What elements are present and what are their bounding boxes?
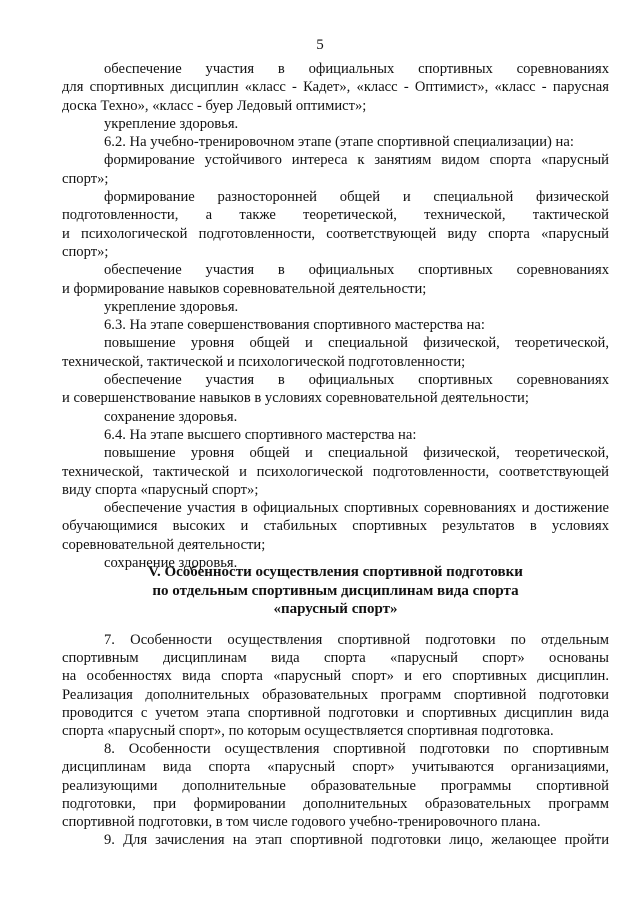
- text-line: спорта «парусный спорт», по которым осуществляется спортивная подготовка.: [62, 723, 554, 740]
- page-number: 5: [316, 37, 324, 53]
- text-line: подготовленности, а также теоретической, технической, тактической: [62, 207, 609, 224]
- text-line: формирование разносторонней общей и специальной физической: [104, 189, 609, 206]
- text-line: 9. Для зачисления на этап спортивной подготовки лицо, желающее пройти: [104, 832, 609, 849]
- document-body-bottom: [62, 631, 609, 849]
- text-line: подготовки, при формировании дополнительных образовательных программ: [62, 795, 609, 812]
- text-line: и психологической подготовленности, соответствующей виду спорта «парусный: [62, 225, 609, 242]
- text-line: технической, тактической и психологической подготовленности;: [62, 353, 466, 370]
- text-line: формирование устойчивого интереса к занятиям видом спорта «парусный: [104, 152, 609, 169]
- text-line: спорт»;: [62, 170, 109, 187]
- heading-line: «парусный спорт»: [273, 601, 398, 617]
- text-line: спортивным дисциплинам вида спорта «парусный спорт» основаны: [62, 650, 609, 667]
- text-line: обучающимися высоких и стабильных спортивных результатов в условиях: [62, 518, 609, 535]
- text-line: Реализация дополнительных образовательных программ спортивной подготовки: [62, 686, 609, 703]
- text-line: сохранение здоровья.: [104, 555, 238, 572]
- text-line: 6.4. На этапе высшего спортивного мастерства на:: [104, 426, 417, 443]
- text-line: доска Техно», «класс - буер Ледовый оптимист»;: [62, 97, 367, 114]
- text-line: обеспечение участия в официальных спортивных соревнованиях: [104, 372, 609, 389]
- text-line: обеспечение участия в официальных спортивных соревнованиях: [104, 61, 609, 77]
- text-line: спорт»;: [62, 243, 109, 260]
- text-line: реализующими дополнительные образовательные программы спортивной: [62, 777, 609, 794]
- section-heading: [62, 563, 609, 619]
- heading-line: V. Особенности осуществления спортивной подготовки: [148, 564, 523, 580]
- text-line: и формирование навыков соревновательной деятельности;: [62, 280, 427, 297]
- text-line: 8. Особенности осуществления спортивной подготовки по спортивным: [104, 741, 609, 758]
- heading-line: по отдельным спортивным дисциплинам вида спорта: [152, 582, 519, 599]
- text-line: соревновательной деятельности;: [62, 536, 266, 553]
- text-line: 6.2. На учебно-тренировочном этапе (этапе спортивной специализации) на:: [104, 134, 574, 151]
- text-line: обеспечение участия в официальных спортивных соревнованиях: [104, 262, 609, 279]
- text-line: обеспечение участия в официальных спортивных соревнованиях и достижение: [104, 500, 609, 517]
- text-line: и совершенствование навыков в условиях соревновательной деятельности;: [62, 390, 529, 407]
- text-line: технической, тактической и психологической подготовленности, соответствующей: [62, 463, 609, 480]
- text-line: укрепление здоровья.: [104, 115, 239, 132]
- text-line: повышение уровня общей и специальной физической, теоретической,: [104, 445, 609, 462]
- text-line: укрепление здоровья.: [104, 298, 239, 315]
- text-line: спортивной подготовки, в том числе годового учебно-тренировочного плана.: [62, 814, 541, 831]
- text-line: на особенностях вида спорта «парусный спорт» и его спортивных дисциплин.: [62, 668, 609, 685]
- text-line: проводится с учетом этапа спортивной подготовки и спортивных дисциплин вида: [62, 704, 609, 721]
- text-line: 7. Особенности осуществления спортивной подготовки по отдельным: [104, 632, 609, 648]
- text-line: виду спорта «парусный спорт»;: [62, 481, 259, 498]
- text-line: сохранение здоровья.: [104, 408, 238, 425]
- text-line: дисциплинам вида спорта «парусный спорт» учитываются организациями,: [62, 759, 609, 776]
- text-line: повышение уровня общей и специальной физической, теоретической,: [104, 335, 609, 352]
- text-line: 6.3. На этапе совершенствования спортивного мастерства на:: [104, 317, 485, 334]
- document-body-top: [62, 60, 609, 572]
- text-line: для спортивных дисциплин «класс - Кадет», «класс - Оптимист», «класс - парусная: [62, 79, 609, 96]
